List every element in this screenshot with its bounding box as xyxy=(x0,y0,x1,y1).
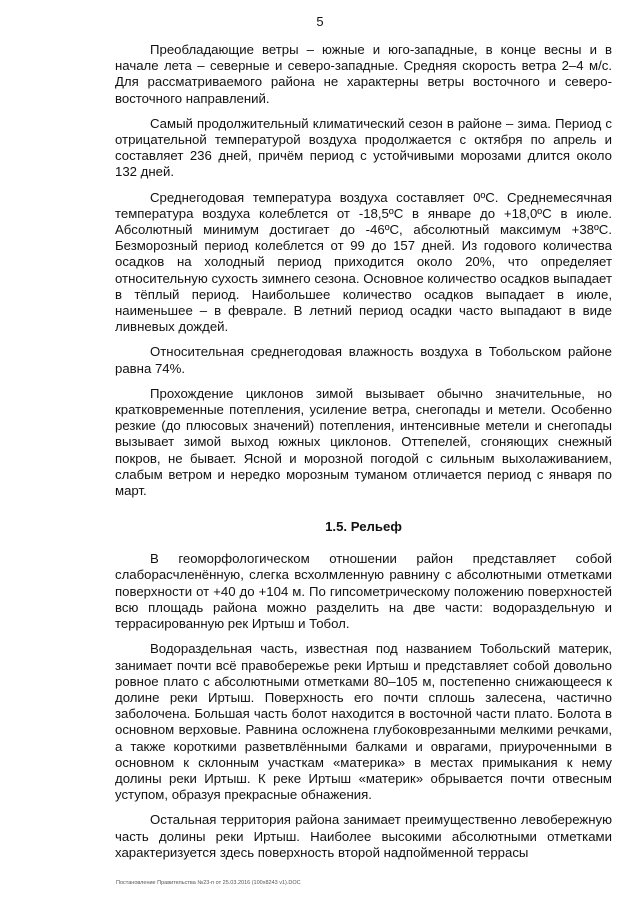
section-heading-relief: 1.5. Рельеф xyxy=(325,519,402,535)
document-body xyxy=(115,42,612,870)
paragraph-winds: Преобладающие ветры – южные и юго-западные, в конце весны и в начале лета – северные и северо-западные. Средняя скорость ветра 2–4 м/с. Для рассматриваемого района не характерны ветры восточного и северо-восточного направлений. xyxy=(115,42,612,106)
page-number: 5 xyxy=(316,14,324,29)
paragraph-geomorphology: В геоморфологическом отношении район представляет собой слаборасчленённую, слегка всхолмленную равнину с абсолютными отметками поверхности от +40 до +104 м. По гипсометрическому положению поверхностей всю площадь района можно разделить на две части: водораздельную и террасированную рек Иртыш и Тобол. xyxy=(115,551,612,632)
document-footer: Постановление Правительства №23-п от 25.03.2016 (100x8243 v1).DOC xyxy=(116,880,301,886)
paragraph-cyclones: Прохождение циклонов зимой вызывает обычно значительные, но кратковременные потепления, усиление ветра, снегопады и метели. Особенно резкие (до плюсовых значений) потепления, интенсивные метели и снегопады вызывает зимой выход южных циклонов. Оттепелей, сгоняющих снежный покров, не бывает. Ясной и морозной погодой с сильным выхолаживанием, слабым ветром и нередко морозным туманом отличается период с января по март. xyxy=(115,385,612,499)
paragraph-humidity: Относительная среднегодовая влажность воздуха в Тобольском районе равна 74%. xyxy=(115,344,612,376)
paragraph-temperature: Среднегодовая температура воздуха составляет 0ºC. Среднемесячная температура воздуха колеблется от -18,5ºC в январе до +18,0ºC в июле. Абсолютный минимум достигает до -46ºC, абсолютный максимум +38ºC. Безморозный период колеблется от 99 до 157 дней. Из годового количества осадков на холодный период приходится около 20%, что определяет относительную сухость зимнего сезона. Основное количество осадков выпадает в тёплый период. Наибольшее количество осадков выпадает в июле, наименьшее – в феврале. В летний период осадки часто выпадают в виде ливневых дождей. xyxy=(115,189,612,335)
paragraph-winter-season: Самый продолжительный климатический сезон в районе – зима. Период с отрицательной температурой воздуха продолжается с октября по апрель и составляет 236 дней, причём период с устойчивыми морозами длится около 132 дней. xyxy=(115,115,612,180)
paragraph-watershed: Водораздельная часть, известная под названием Тобольский материк, занимает почти всё правобережье реки Иртыш и представляет собой довольно ровное плато с абсолютными отметками 80–105 м, постепенно снижающееся к долине реки Иртыш. Поверхность его почти сплошь залесена, частично заболочена. Большая часть болот находится в восточной части плато. Болота в основном верховые. Равнина осложнена глубоковрезанными мелкими речками, а также короткими разветвлёнными балками и оврагами, приуроченными в основном к склонным участкам «материка» в местах примыкания к нему долины реки Иртыш. К реке Иртыш «материк» обрывается почти отвесным уступом, образуя прекрасные обнажения. xyxy=(115,641,612,803)
paragraph-remaining-territory: Остальная территория района занимает преимущественно левобережную часть долины реки Иртыш. Наиболее высокими абсолютными отметками характеризуется здесь поверхность второй надпойменной террасы xyxy=(115,812,612,860)
